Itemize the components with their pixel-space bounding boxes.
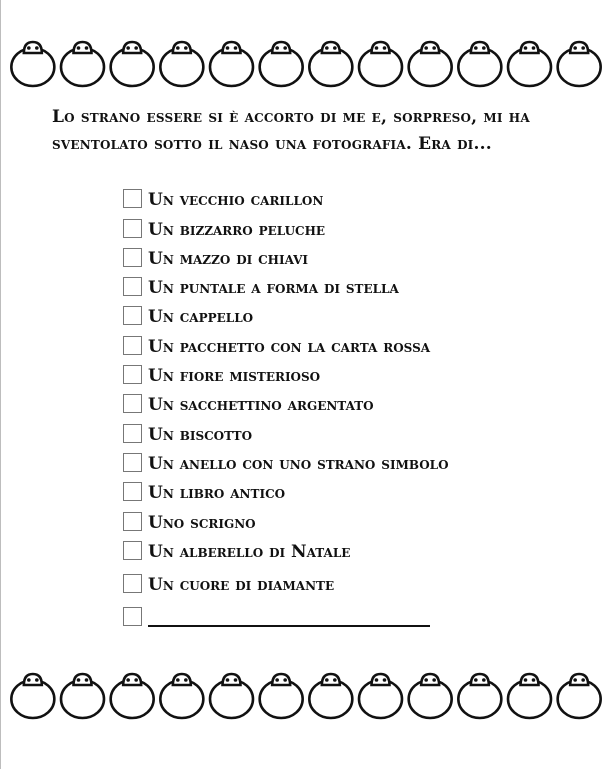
christmas-bauble-icon [359, 674, 402, 718]
option-label: Un sacchettino argentato [148, 395, 374, 416]
list-item[interactable] [123, 475, 563, 504]
christmas-bauble-icon [359, 42, 402, 86]
list-item[interactable] [123, 299, 563, 328]
write-in-line[interactable] [148, 625, 430, 627]
christmas-bauble-icon [210, 42, 253, 86]
list-item[interactable] [123, 358, 563, 387]
checkbox[interactable] [123, 607, 142, 626]
option-label: Un anello con uno strano simbolo [148, 453, 449, 474]
option-label: Un cappello [148, 307, 254, 328]
checkbox[interactable] [123, 219, 142, 238]
list-item[interactable] [123, 504, 563, 533]
christmas-bauble-icon [508, 674, 551, 718]
option-label: Un vecchio carillon [148, 190, 324, 211]
checkbox[interactable] [123, 453, 142, 472]
christmas-bauble-icon [61, 674, 104, 718]
ornament-border-bottom [8, 668, 604, 720]
bauble-row-bottom [8, 668, 604, 720]
christmas-bauble-icon [409, 674, 452, 718]
christmas-bauble-icon [111, 42, 154, 86]
christmas-bauble-icon [260, 42, 303, 86]
christmas-bauble-icon [309, 42, 352, 86]
checkbox[interactable] [123, 189, 142, 208]
list-item[interactable] [123, 446, 563, 475]
christmas-bauble-icon [458, 674, 501, 718]
checkbox[interactable] [123, 277, 142, 296]
christmas-bauble-icon [309, 674, 352, 718]
list-item[interactable] [123, 416, 563, 445]
list-item[interactable] [123, 241, 563, 270]
checkbox[interactable] [123, 365, 142, 384]
list-item[interactable] [123, 211, 563, 240]
ornament-border-top [8, 36, 604, 88]
intro-paragraph: Lo strano essere si è accorto di me e, sorpreso, mi ha sventolato sotto il naso una fotografia. Era di... [52, 107, 530, 154]
option-label: Uno scrigno [148, 512, 256, 533]
list-item[interactable] [123, 387, 563, 416]
option-label: Un cuore di diamante [148, 574, 335, 595]
option-label: Un bizzarro peluche [148, 219, 326, 240]
christmas-bauble-icon [111, 674, 154, 718]
christmas-bauble-icon [409, 42, 452, 86]
checkbox[interactable] [123, 541, 142, 560]
list-item[interactable] [123, 563, 563, 596]
christmas-bauble-icon [508, 42, 551, 86]
christmas-bauble-icon [160, 674, 203, 718]
list-item[interactable] [123, 182, 563, 211]
option-label: Un fiore misterioso [148, 366, 321, 387]
option-label: Un mazzo di chiavi [148, 248, 308, 269]
option-label: Un puntale a forma di stella [148, 278, 399, 299]
list-item[interactable] [123, 270, 563, 299]
christmas-bauble-icon [11, 674, 54, 718]
checkbox[interactable] [123, 512, 142, 531]
christmas-bauble-icon [210, 674, 253, 718]
list-item[interactable] [123, 534, 563, 563]
list-item-blank[interactable] [123, 596, 563, 629]
checkbox[interactable] [123, 424, 142, 443]
christmas-bauble-icon [260, 674, 303, 718]
checkbox[interactable] [123, 248, 142, 267]
christmas-bauble-icon [160, 42, 203, 86]
checkbox[interactable] [123, 482, 142, 501]
page-edge [0, 0, 1, 769]
checkbox[interactable] [123, 336, 142, 355]
checkbox[interactable] [123, 394, 142, 413]
christmas-bauble-icon [11, 42, 54, 86]
christmas-bauble-icon [61, 42, 104, 86]
bauble-row-top [8, 36, 604, 88]
checkbox[interactable] [123, 574, 142, 593]
option-label: Un alberello di Natale [148, 541, 351, 562]
option-label: Un biscotto [148, 424, 253, 445]
christmas-bauble-icon [558, 42, 601, 86]
checkbox[interactable] [123, 306, 142, 325]
option-label: Un pacchetto con la carta rossa [148, 336, 431, 357]
option-label: Un libro antico [148, 483, 286, 504]
christmas-bauble-icon [558, 674, 601, 718]
christmas-bauble-icon [458, 42, 501, 86]
options-checklist [123, 182, 563, 629]
list-item[interactable] [123, 328, 563, 357]
